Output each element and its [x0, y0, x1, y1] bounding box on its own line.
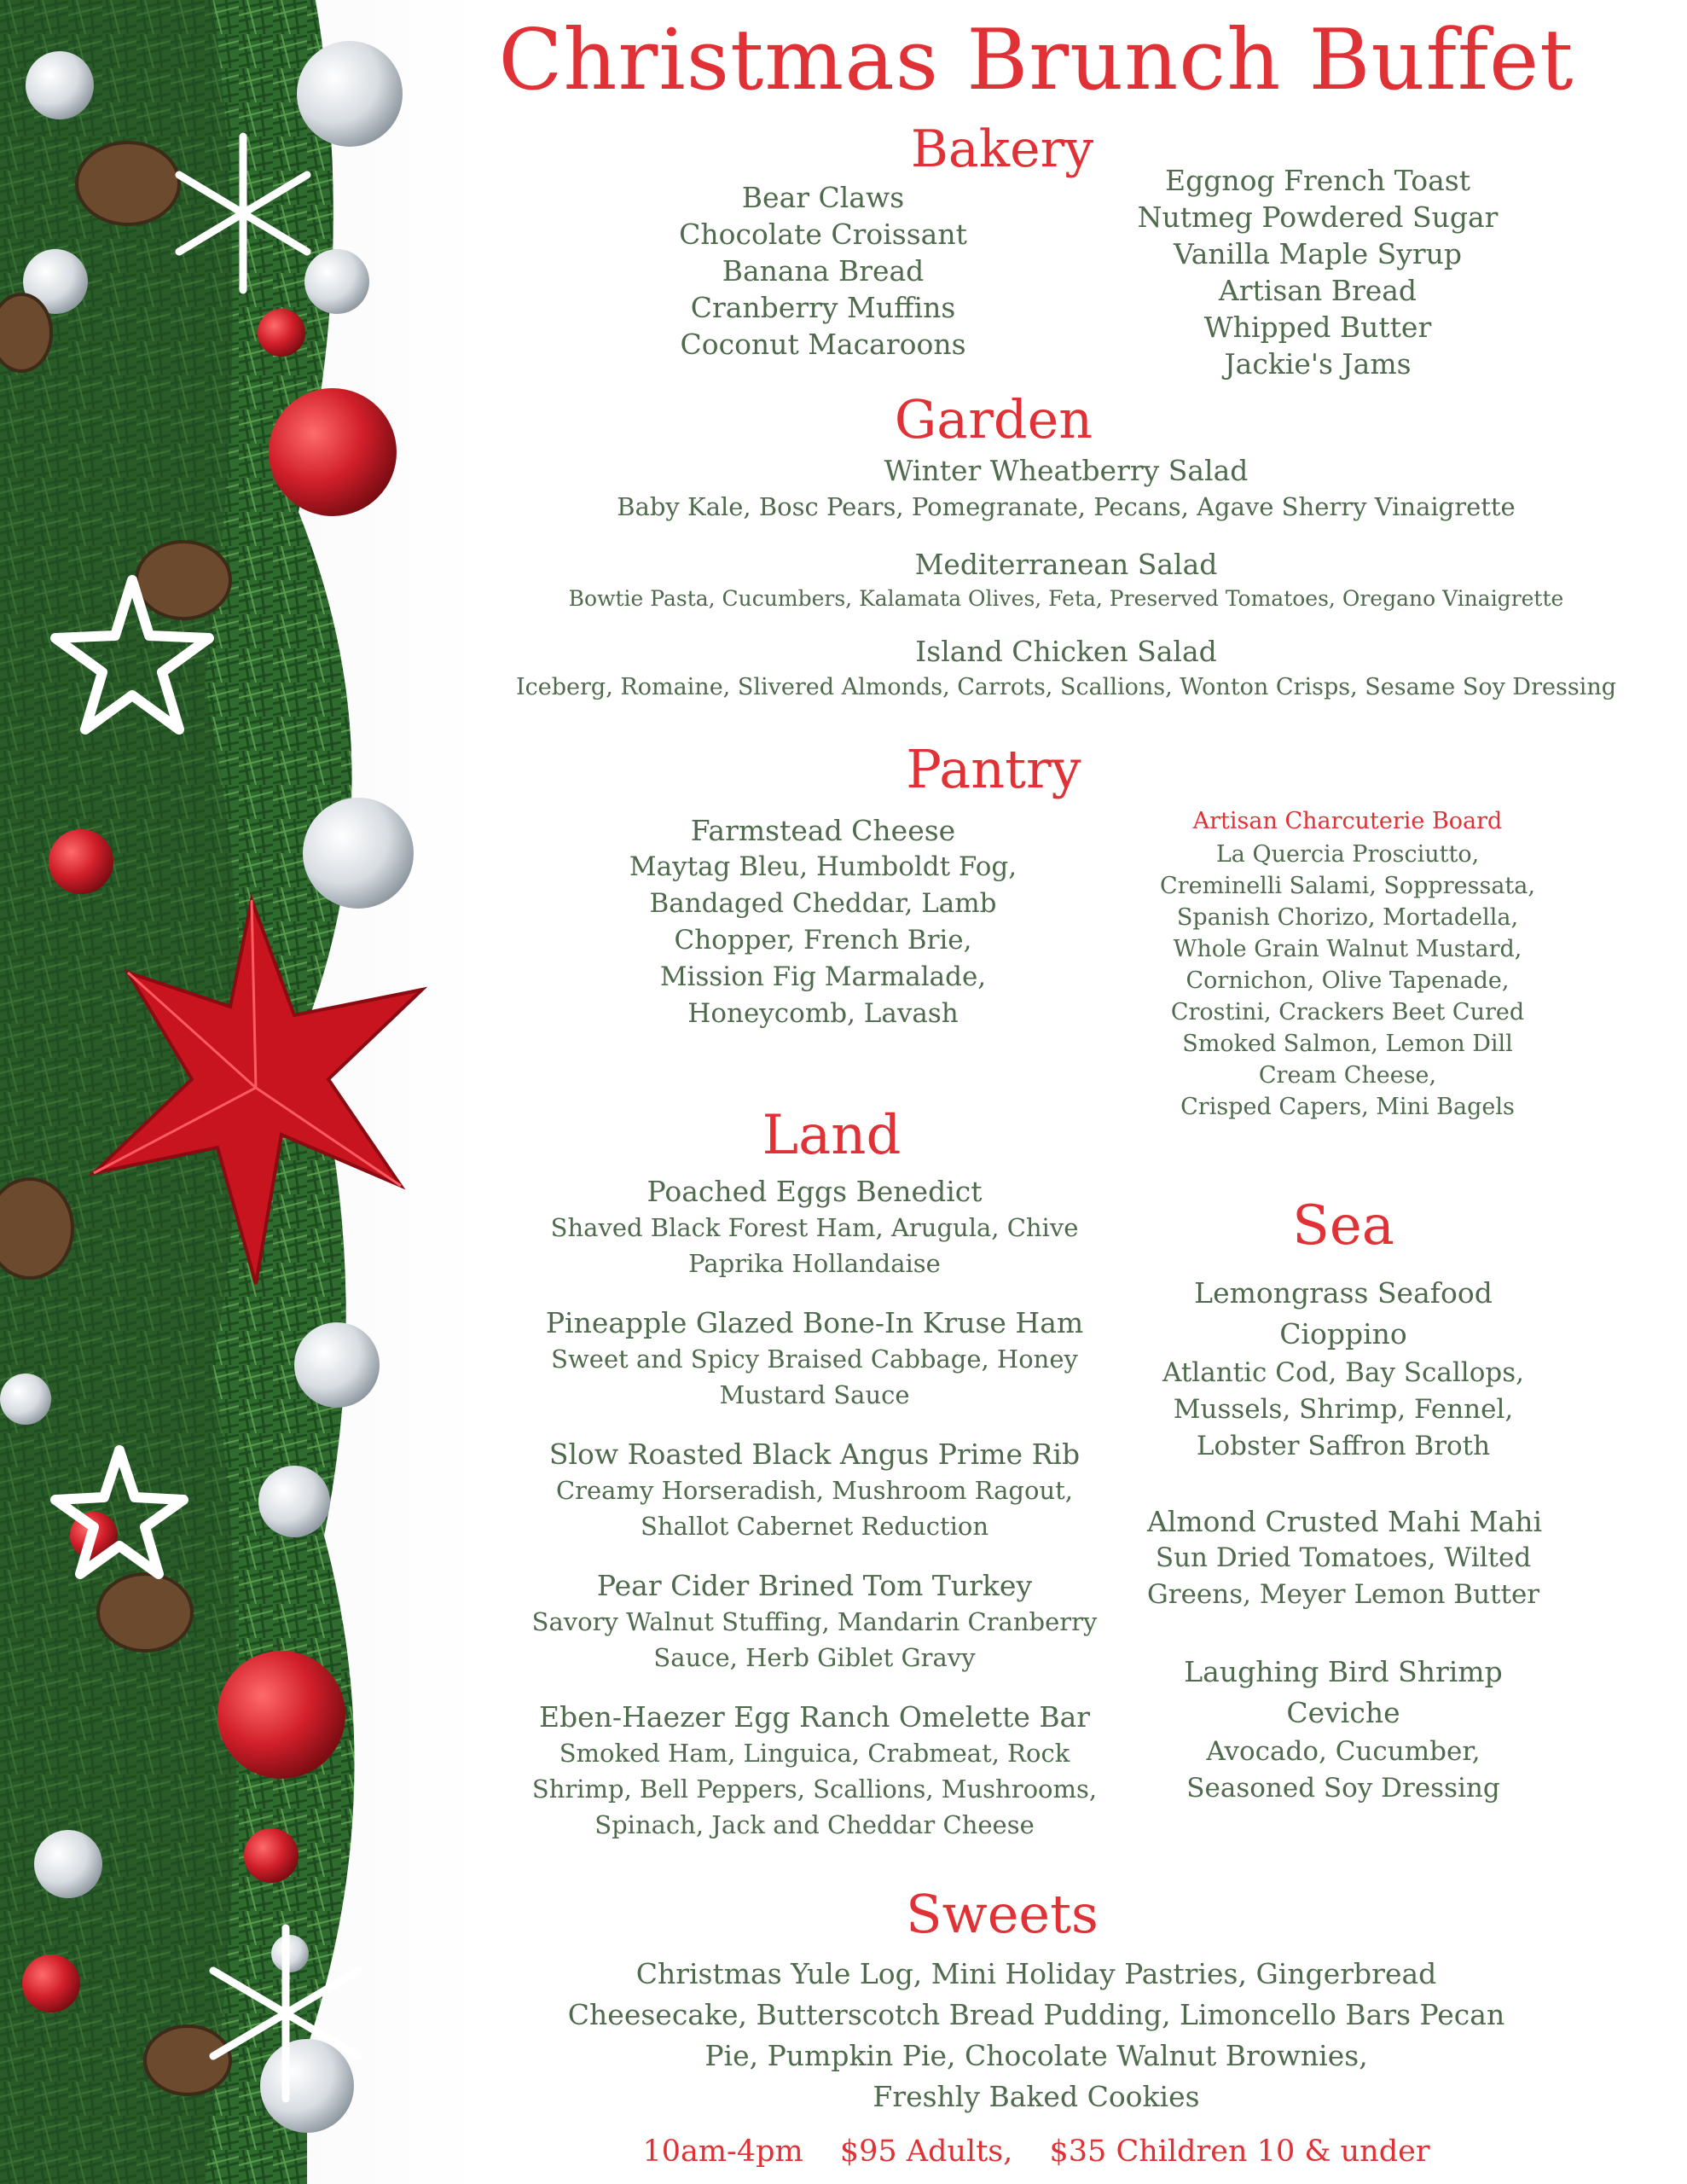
menu-item-desc: Mission Fig Marmalade, [659, 961, 987, 992]
list-item: Freshly Baked Cookies [872, 2080, 1200, 2113]
child-price: $35 Children 10 & under [1049, 2135, 1430, 2169]
list-item: Pie, Pumpkin Pie, Chocolate Walnut Brownies, [704, 2039, 1368, 2072]
sea-heading: Sea [1292, 1194, 1394, 1258]
menu-item-name: Lemongrass Seafood [1194, 1276, 1493, 1310]
menu-item-desc: Spinach, Jack and Cheddar Cheese [594, 1810, 1035, 1839]
list-item: Nutmeg Powdered Sugar [1137, 200, 1499, 234]
menu-item-desc: Mustard Sauce [719, 1380, 910, 1409]
list-item: Cranberry Muffins [690, 291, 956, 324]
menu-item-name: Farmstead Cheese [690, 814, 956, 847]
menu-item-desc: Shaved Black Forest Ham, Arugula, Chive [550, 1213, 1079, 1242]
adult-price: $95 Adults, [839, 2135, 1013, 2169]
menu-item-desc: Cream Cheese, [1258, 1062, 1437, 1089]
sea-items [1147, 1273, 1543, 1807]
menu-item-desc: Whole Grain Walnut Mustard, [1173, 936, 1522, 962]
menu-item-name: Mediterranean Salad [914, 548, 1218, 581]
menu-item-name: Almond Crusted Mahi Mahi [1147, 1505, 1543, 1538]
land-heading: Land [762, 1104, 901, 1167]
menu-item-desc: Lobster Saffron Broth [1196, 1431, 1491, 1461]
list-item: Cheesecake, Butterscotch Bread Pudding, Limoncello Bars Pecan [567, 1998, 1505, 2031]
menu-item-name: Winter Wheatberry Salad [884, 454, 1249, 487]
garland-decoration [0, 0, 478, 2184]
page-title: Christmas Brunch Buffet [498, 12, 1574, 109]
menu-item-desc: Seasoned Soy Dressing [1186, 1773, 1500, 1804]
menu-item-desc: Crisped Capers, Mini Bagels [1180, 1094, 1515, 1120]
menu-item-name: Pineapple Glazed Bone-In Kruse Ham [545, 1306, 1084, 1339]
menu-item-desc: Chopper, French Brie, [674, 925, 972, 956]
menu-item-name: Cioppino [1279, 1317, 1407, 1350]
sweets-list [482, 1954, 1591, 2117]
menu-item-name: Island Chicken Salad [915, 635, 1217, 668]
list-item: Whipped Butter [1203, 311, 1432, 344]
menu-item-desc: Greens, Meyer Lemon Butter [1147, 1579, 1540, 1610]
list-item: Eggnog French Toast [1165, 164, 1470, 197]
sweets-heading: Sweets [906, 1883, 1099, 1945]
list-item: Bear Claws [741, 181, 905, 214]
garden-heading: Garden [894, 388, 1093, 450]
menu-item-desc: Crostini, Crackers Beet Cured [1170, 999, 1525, 1025]
menu-item-desc: Shallot Cabernet Reduction [640, 1512, 989, 1541]
pantry-heading: Pantry [906, 738, 1081, 800]
menu-item-desc: Sun Dried Tomatoes, Wilted [1155, 1542, 1532, 1573]
menu-item-desc: Honeycomb, Lavash [687, 998, 959, 1029]
menu-item-desc: La Quercia Prosciutto, [1215, 841, 1480, 868]
menu-item-name: Pear Cider Brined Tom Turkey [596, 1569, 1033, 1602]
menu-item-name: Laughing Bird Shrimp [1184, 1655, 1503, 1688]
menu-item-desc: Shrimp, Bell Peppers, Scallions, Mushrooms, [531, 1774, 1098, 1804]
menu-item-desc: Mussels, Shrimp, Fennel, [1173, 1394, 1514, 1425]
bakery-heading: Bakery [910, 119, 1094, 179]
menu-item-desc: Avocado, Cucumber, [1206, 1736, 1481, 1767]
menu-item-desc: Smoked Ham, Linguica, Crabmeat, Rock [559, 1739, 1070, 1768]
bakery-left-list [584, 179, 1062, 363]
pine-branch-icon [0, 0, 478, 2184]
list-item: Jackie's Jams [1224, 347, 1412, 380]
list-item: Coconut Macaroons [680, 328, 966, 361]
menu-item-desc: Bandaged Cheddar, Lamb [649, 888, 997, 919]
pantry-charcuterie [1134, 804, 1561, 1123]
list-item: Vanilla Maple Syrup [1173, 237, 1463, 270]
pantry-cheese [584, 812, 1062, 1032]
menu-item-name: Artisan Charcuterie Board [1192, 808, 1503, 834]
garden-items [482, 452, 1650, 705]
menu-item-desc: Baby Kale, Bosc Pears, Pomegranate, Pecans, Agave Sherry Vinaigrette [617, 492, 1516, 521]
menu-item-name: Poached Eggs Benedict [646, 1175, 983, 1208]
land-items [499, 1173, 1130, 1843]
menu-panel [482, 0, 1687, 2184]
list-item: Artisan Bread [1218, 274, 1417, 307]
menu-item-name: Eben-Haezer Egg Ranch Omelette Bar [538, 1700, 1091, 1734]
hours-text: 10am-4pm [642, 2135, 803, 2169]
menu-item-desc: Maytag Bleu, Humboldt Fog, [629, 851, 1017, 882]
list-item: Chocolate Croissant [679, 218, 967, 251]
menu-item-desc: Sweet and Spicy Braised Cabbage, Honey [551, 1345, 1078, 1374]
list-item: Christmas Yule Log, Mini Holiday Pastries, Gingerbread [635, 1957, 1437, 1990]
menu-item-name: Ceviche [1286, 1696, 1400, 1729]
menu-item-desc: Iceberg, Romaine, Slivered Almonds, Carrots, Scallions, Wonton Crisps, Sesame Soy Dressing [516, 674, 1616, 700]
menu-item-desc: Atlantic Cod, Bay Scallops, [1162, 1357, 1524, 1388]
list-item: Banana Bread [722, 254, 925, 288]
menu-item-desc: Sauce, Herb Giblet Gravy [653, 1643, 976, 1672]
menu-item-desc: Creamy Horseradish, Mushroom Ragout, [555, 1476, 1074, 1505]
menu-item-desc: Cornichon, Olive Tapenade, [1186, 967, 1510, 994]
menu-item-desc: Creminelli Salami, Soppressata, [1160, 873, 1535, 899]
menu-item-desc: Spanish Chorizo, Mortadella, [1176, 904, 1519, 931]
menu-item-desc: Smoked Salmon, Lemon Dill [1182, 1031, 1513, 1057]
menu-item-desc: Paprika Hollandaise [688, 1249, 941, 1278]
menu-item-desc: Bowtie Pasta, Cucumbers, Kalamata Olives, Feta, Preserved Tomatoes, Oregano Vinaigrette [568, 586, 1564, 611]
bakery-right-list [1096, 162, 1539, 382]
pricing-footer [482, 2135, 1591, 2169]
menu-item-desc: Savory Walnut Stuffing, Mandarin Cranberry [531, 1607, 1098, 1636]
menu-item-name: Slow Roasted Black Angus Prime Rib [548, 1438, 1081, 1471]
